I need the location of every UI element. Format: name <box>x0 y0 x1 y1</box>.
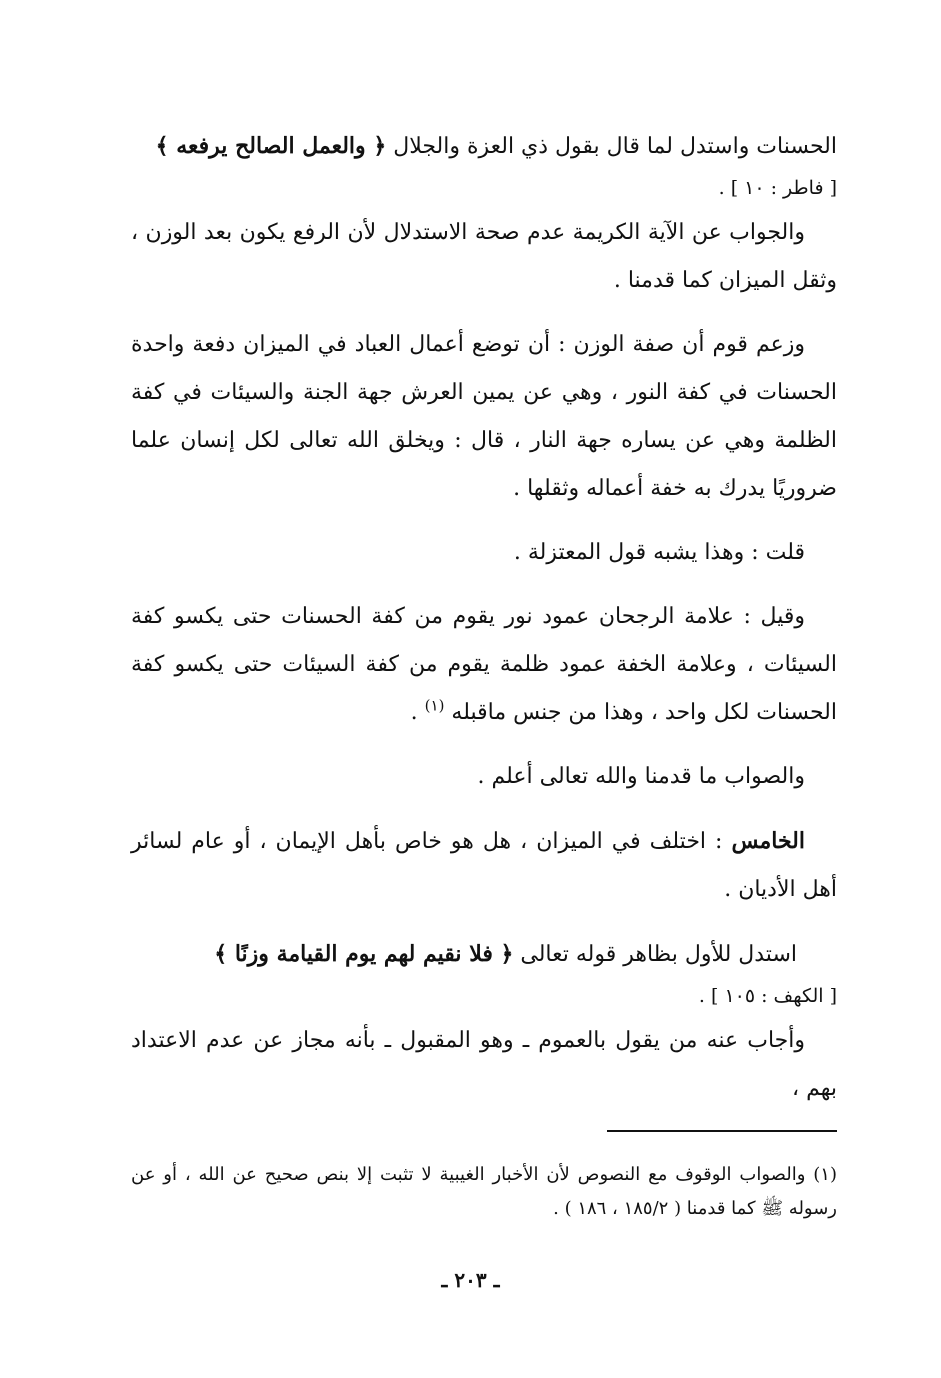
paragraph-5-text: وقيل : علامة الرجحان عمود نور يقوم من كفة الحسنات حتى يكسو كفة السيئات ، وعلامة الخفة عمود ظلمة يقوم من كفة السيئات حتى يكسو كفة الحسنات لكل واحد ، وهذا من جنس ماقبله <box>131 604 837 725</box>
paragraph-1 <box>131 122 837 205</box>
verse-reference-fatir: [ فاطر : ١٠ ] . <box>718 177 837 199</box>
main-text <box>131 122 837 1129</box>
paragraph-8-text: استدل للأول بظاهر قوله تعالى <box>520 942 797 967</box>
paragraph-5-end: . <box>410 700 425 725</box>
paragraph-8 <box>131 930 837 1013</box>
paragraph-7-text: : اختلف في الميزان ، هل هو خاص بأهل الإيمان ، أو عام لسائر أهل الأديان . <box>131 829 837 902</box>
paragraph-1-text: الحسنات واستدل لما قال بقول ذي العزة والجلال <box>393 134 837 159</box>
paragraph-4: قلت : وهذا يشبه قول المعتزلة . <box>513 540 805 565</box>
verse-reference-kahf: [ الكهف : ١٠٥ ] . <box>698 985 837 1007</box>
paragraph-6: والصواب ما قدمنا والله تعالى أعلم . <box>477 764 805 789</box>
paragraph-7 <box>131 817 837 914</box>
paragraph-2: والجواب عن الآية الكريمة عدم صحة الاستدلال لأن الرفع يكون بعد الوزن ، وثقل الميزان كما قدمنا . <box>131 220 837 293</box>
footnote-1: (١) والصواب الوقوف مع النصوص لأن الأخبار الغيبية لا تثبت إلا بنص صحيح عن الله ، أو عن رسوله ﷺ كما قدمنا ( ١٨٥/٢ ، ١٨٦ ) . <box>131 1164 837 1219</box>
paragraph-3: وزعم قوم أن صفة الوزن : أن توضع أعمال العباد في الميزان دفعة واحدة الحسنات في كفة النور ، وهي عن يمين العرش جهة الجنة والسيئات في كفة الظلمة وهي عن يساره جهة النار ، قال : ويخلق الله تعالى لكل إنسان علما ضروريًا يدرك به خفة أعماله وثقلها . <box>131 332 837 501</box>
quran-verse-kahf: ﴿ فلا نقيم لهم يوم القيامة وزنًا ﴾ <box>214 941 514 967</box>
page-number: ـ ٢٠٣ ـ <box>441 1268 500 1292</box>
footnote-divider <box>607 1130 837 1132</box>
paragraph-9: وأجاب عنه من يقول بالعموم ـ وهو المقبول ـ بأنه مجاز عن عدم الاعتداد بهم ، <box>131 1028 837 1101</box>
footnotes-section <box>131 1158 837 1226</box>
section-lead-fifth: الخامس <box>731 828 805 854</box>
footnote-marker: (١) <box>424 696 445 715</box>
paragraph-5 <box>131 593 837 737</box>
quran-verse-fatir: ﴿ والعمل الصالح يرفعه ﴾ <box>155 133 387 159</box>
